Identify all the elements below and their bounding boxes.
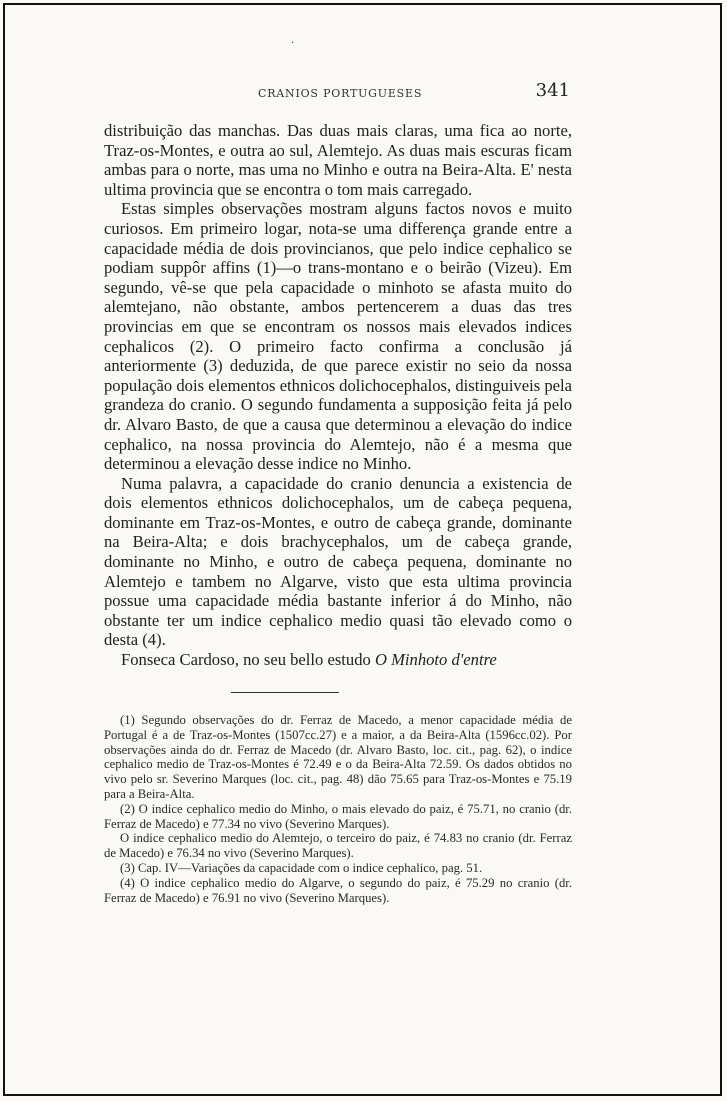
- page-number: 341: [535, 80, 570, 101]
- paragraph: distribuição das manchas. Das duas mais claras, uma fica ao norte, Traz-os-Montes, e outra ao sul, Alemtejo. As duas mais escuras ficam ambas para o norte, mas uma no Minho e outra na Beira-Alta. E' nesta ultima provincia que se encontra o tom mais carregado.: [104, 121, 572, 199]
- speck-mark: ·: [291, 38, 295, 49]
- paragraph: [104, 650, 572, 670]
- paragraph: Estas simples observações mostram alguns factos novos e muito curiosos. Em primeiro logar, nota-se uma differença grande entre a capacidade média de dois provincianos, que pelo indice cephalico se podiam suppôr affins (1)—o trans-montano e o beirão (Vizeu). Em segundo, vê-se que pela capacidade o minhoto se afasta muito do alemtejano, não obstante, ambos pertencerem a duas das tres provincias em que se encontram os nossos mais elevados indices cephalicos (2). O primeiro facto confirma a conclusão já anteriormente (3) deduzida, de que parece existir no seio da nossa população dois elementos ethnicos dolichocephalos, distinguiveis pela grandeza do cranio. O segundo fundamenta a supposição feita já pelo dr. Alvaro Basto, de que a causa que determinou a elevação do indice cephalico, na nossa provincia do Alemtejo, não é a mesma que determinou a elevação desse indice no Minho.: [104, 199, 572, 474]
- footnote: O indice cephalico medio do Alemtejo, o terceiro do paiz, é 74.83 no cranio (dr. Ferraz de Macedo) e 76.34 no vivo (Severino Marques).: [104, 831, 572, 861]
- footnotes: [104, 713, 572, 905]
- footnote-separator: [231, 692, 339, 693]
- paragraph: Numa palavra, a capacidade do cranio denuncia a existencia de dois elementos ethnicos dolichocephalos, um de cabeça pequena, dominante em Traz-os-Montes, e outro de cabeça grande, dominante na Beira-Alta; e dois brachycephalos, um de cabeça grande, dominante no Minho, e outro de cabeça pequena, dominante no Alemtejo e tambem no Algarve, visto que esta ultima provincia possue uma capacidade média bastante inferior á do Minho, não obstante ter um indice cephalico medio quasi tão elevado como o desta (4).: [104, 473, 572, 650]
- body-text: [104, 121, 572, 670]
- footnote: (1) Segundo observações do dr. Ferraz de Macedo, a menor capacidade média de Portugal é a de Traz-os-Montes (1507cc.27) e a maior, a da Beira-Alta (1596cc.02). Por observações ainda do dr. Ferraz de Macedo (dr. Alvaro Basto, loc. cit., pag. 62), o indice cephalico medio de Traz-os-Montes é 72.49 e o da Beira-Alta 72.59. Os dados obtidos no vivo pelo sr. Severino Marques (loc. cit., pag. 48) dão 75.65 para Traz-os-Montes e 75.19 para a Beira-Alta.: [104, 713, 572, 801]
- book-title: O Minhoto d'entre: [374, 650, 497, 670]
- footnote: (3) Cap. IV—Variações da capacidade com o indice cephalico, pag. 51.: [120, 860, 483, 875]
- footnote: (4) O indice cephalico medio do Algarve, o segundo do paiz, é 75.29 no cranio (dr. Ferraz de Macedo) e 76.91 no vivo (Severino Marques).: [104, 875, 572, 905]
- footnote: (2) O indice cephalico medio do Minho, o mais elevado do paiz, é 75.71, no cranio (dr. Ferraz de Macedo) e 77.34 no vivo (Severino Marques).: [104, 801, 572, 831]
- running-title: CRANIOS PORTUGUESES: [258, 87, 423, 100]
- paragraph-text: Fonseca Cardoso, no seu bello estudo: [121, 650, 375, 670]
- page-header: [104, 80, 574, 104]
